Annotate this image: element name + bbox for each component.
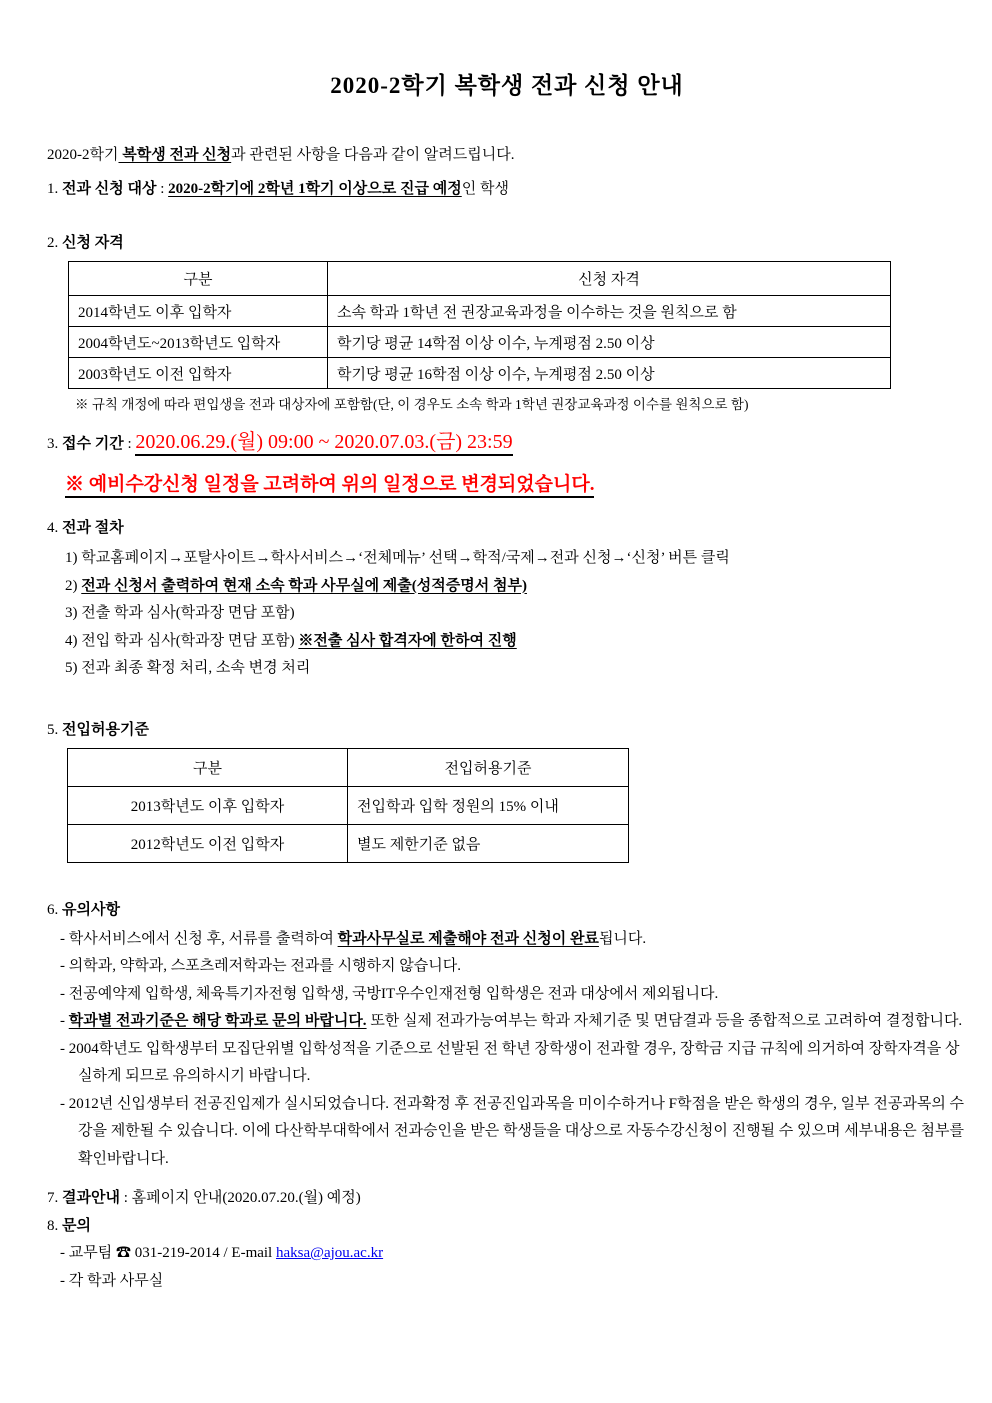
section-3-application-period <box>47 426 967 460</box>
section-heading: 접수 기간 <box>62 436 124 452</box>
dash-marker: - <box>60 1272 65 1289</box>
table-header-cell: 구분 <box>68 748 348 786</box>
table-cell: 2012학년도 이전 입학자 <box>68 824 348 862</box>
section-number: 5. <box>47 721 59 738</box>
table-row <box>69 327 891 358</box>
notice-item <box>47 1008 967 1036</box>
table-cell: 학기당 평균 16학점 이상 이수, 누계평점 2.50 이상 <box>328 358 891 389</box>
note-text: 전공예약제 입학생, 체육특기자전형 입학생, 국방IT우수인재전형 입학생은 전과 대상에서 제외됩니다. <box>68 985 719 1002</box>
step-text: 학교홈페이지→포탈사이트→학사서비스→‘전체메뉴’ 선택→학적/국제→전과 신청→‘신청’ 버튼 클릭 <box>81 550 730 566</box>
section-heading: 전과 신청 대상 <box>62 181 157 197</box>
section-5-heading <box>47 717 967 743</box>
table-row <box>68 786 629 824</box>
table-cell: 학기당 평균 14학점 이상 이수, 누계평점 2.50 이상 <box>328 327 891 358</box>
target-emphasis: 2020-2학기에 2학년 1학기 이상으로 진급 예정 <box>168 181 462 197</box>
dash-marker: - <box>60 1245 65 1261</box>
section-number: 7. <box>47 1190 59 1206</box>
intro-paragraph <box>47 142 967 168</box>
notice-item <box>47 981 967 1009</box>
table-header-cell: 구분 <box>69 262 328 296</box>
table-row <box>69 358 891 389</box>
separator: : <box>156 181 169 197</box>
section-number: 8. <box>47 1217 59 1234</box>
procedure-step <box>65 655 967 683</box>
dash-marker: - <box>60 1013 65 1029</box>
section-number: 1. <box>47 181 59 197</box>
dash-marker: - <box>60 1095 65 1112</box>
contact-item <box>60 1268 967 1296</box>
separator: : <box>119 1190 132 1206</box>
schedule-change-notice-text: ※ 예비수강신청 일정을 고려하여 위의 일정으로 변경되었습니다. <box>65 474 594 498</box>
section-number: 3. <box>47 436 59 452</box>
intro-suffix: 과 관련된 사항을 다음과 같이 알려드립니다. <box>231 147 515 163</box>
section-heading: 전과 절차 <box>62 520 124 536</box>
section-heading: 전입허용기준 <box>62 721 149 738</box>
section-7-result-guide <box>47 1185 967 1213</box>
target-suffix: 인 학생 <box>461 181 509 197</box>
table-cell: 별도 제한기준 없음 <box>348 824 629 862</box>
contact-text: 031-219-2014 / E-mail <box>131 1245 276 1261</box>
schedule-change-notice <box>65 470 967 501</box>
table-cell: 2004학년도~2013학년도 입학자 <box>69 327 328 358</box>
table-header-row <box>69 262 891 296</box>
transfer-quota-table <box>67 748 629 863</box>
result-guide-text: 홈페이지 안내(2020.07.20.(월) 예정) <box>131 1190 361 1206</box>
application-period-value: 2020.06.29.(월) 09:00 ~ 2020.07.03.(금) 23:59 <box>135 431 512 456</box>
notice-item <box>47 1036 967 1091</box>
procedure-step <box>65 573 967 601</box>
procedure-step <box>65 545 967 573</box>
step-number: 1) <box>65 550 78 566</box>
section-number: 6. <box>47 901 59 918</box>
intro-prefix: 2020-2학기 <box>47 147 119 163</box>
table-header-row <box>68 748 629 786</box>
table-footnote: ※ 규칙 개정에 따라 편입생을 전과 대상자에 포함함(단, 이 경우도 소속 학과 1학년 권장교육과정 이수를 원칙으로 함) <box>75 397 749 412</box>
step-text: 전과 최종 확정 처리, 소속 변경 처리 <box>81 660 311 676</box>
application-eligibility-table <box>68 261 891 389</box>
dash-marker: - <box>60 985 65 1002</box>
note-text: 2012년 신입생부터 전공진입제가 실시되었습니다. 전과확정 후 전공진입과목을 미이수하거나 F학점을 받은 학생의 경우, 일부 전공과목의 수강을 제한될 수 있습니다. 이에 다산학부대학에서 전과승인을 받은 학생들을 대상으로 자동수강신청이 진행될 수 있으며 세부내용은 첨부를 확인바랍니다. <box>68 1095 965 1167</box>
section-number: 4. <box>47 520 59 536</box>
table-cell: 전입학과 입학 정원의 15% 이내 <box>348 786 629 824</box>
step-number: 4) <box>65 632 78 649</box>
page-title: 2020-2학기 복학생 전과 신청 안내 <box>330 73 684 98</box>
intro-emphasis: 복학생 전과 신청 <box>118 147 232 163</box>
note-text: 학사서비스에서 신청 후, 서류를 출력하여 <box>68 930 338 947</box>
caution-notes <box>47 926 967 1174</box>
notice-item <box>47 926 967 954</box>
note-emphasis: 학과별 전과기준은 해당 학과로 문의 바랍니다. <box>68 1013 367 1029</box>
procedure-steps <box>47 545 967 683</box>
note-text: 또한 실제 전과가능여부는 학과 자체기준 및 면담결과 등을 종합적으로 고려하여 결정합니다. <box>366 1013 963 1029</box>
phone-icon: ☎ <box>115 1245 131 1261</box>
section-heading: 유의사항 <box>62 901 120 918</box>
procedure-step <box>65 628 967 656</box>
contact-item <box>60 1240 967 1268</box>
section-1-application-target <box>47 176 967 202</box>
table-cell: 2003학년도 이전 입학자 <box>69 358 328 389</box>
step-number: 5) <box>65 660 78 676</box>
dash-marker: - <box>60 930 65 947</box>
email-link[interactable]: haksa@ajou.ac.kr <box>275 1245 384 1261</box>
table-header-cell: 전입허용기준 <box>348 748 629 786</box>
step-text: 전출 학과 심사(학과장 면담 포함) <box>81 605 295 621</box>
step-emphasis: ※전출 심사 합격자에 한하여 진행 <box>298 632 517 649</box>
section-8-heading <box>47 1213 967 1241</box>
section-heading: 결과안내 <box>62 1190 120 1206</box>
dash-marker: - <box>60 1040 65 1057</box>
table-row <box>69 296 891 327</box>
section-heading: 문의 <box>62 1217 91 1234</box>
table-header-cell: 신청 자격 <box>328 262 891 296</box>
contact-list <box>47 1240 967 1295</box>
note-text: 2004학년도 입학생부터 모집단위별 입학성적을 기준으로 선발된 전 학년 장학생이 전과할 경우, 장학금 지급 규칙에 의거하여 장학자격을 상실하게 되므로 유의하시기 바랍니다. <box>68 1040 960 1084</box>
section-heading: 신청 자격 <box>62 235 124 251</box>
contact-text: 각 학과 사무실 <box>68 1272 164 1289</box>
step-number: 2) <box>65 577 78 594</box>
step-emphasis: 전과 신청서 출력하여 현재 소속 학과 사무실에 제출(성적증명서 첨부) <box>81 577 527 594</box>
contact-text: 교무팀 <box>68 1245 116 1261</box>
separator: : <box>123 436 136 452</box>
notice-item <box>47 953 967 981</box>
table-row <box>68 824 629 862</box>
section-number: 2. <box>47 235 59 251</box>
dash-marker: - <box>60 958 65 974</box>
procedure-step <box>65 600 967 628</box>
note-text: 됩니다. <box>598 930 647 947</box>
note-text: 의학과, 약학과, 스포츠레저학과는 전과를 시행하지 않습니다. <box>68 958 462 974</box>
section-4-heading <box>47 515 967 541</box>
table-cell: 2013학년도 이후 입학자 <box>68 786 348 824</box>
notice-item <box>47 1091 967 1174</box>
table-cell: 2014학년도 이후 입학자 <box>69 296 328 327</box>
step-number: 3) <box>65 605 78 621</box>
note-emphasis: 학과사무실로 제출해야 전과 신청이 완료 <box>337 930 599 947</box>
step-text: 전입 학과 심사(학과장 면담 포함) <box>81 632 299 649</box>
table-cell: 소속 학과 1학년 전 권장교육과정을 이수하는 것을 원칙으로 함 <box>328 296 891 327</box>
section-6-heading <box>47 897 967 923</box>
section-2-heading <box>47 230 967 256</box>
